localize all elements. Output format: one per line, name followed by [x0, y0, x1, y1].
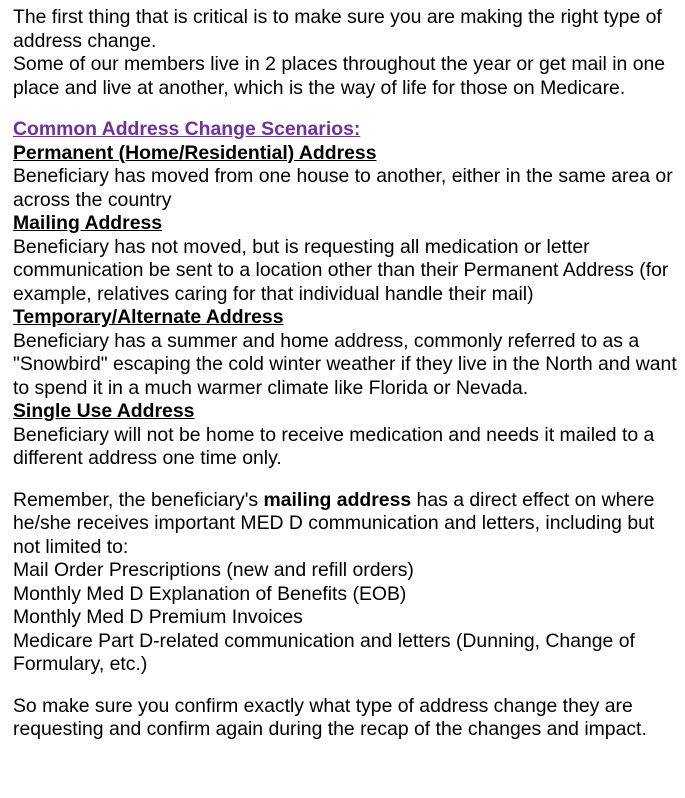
scenario-description-mailing: Beneficiary has not moved, but is requesting all medication or letter communication be sent to a location other than their Permanent Address (for example, relatives caring for that individual handle their mail)	[13, 235, 669, 305]
intro-section	[13, 6, 685, 100]
scenario-heading-temporary: Temporary/Alternate Address	[13, 306, 284, 328]
scenarios-title: Common Address Change Scenarios:	[13, 118, 361, 140]
remember-suffix: has a direct effect on where he/she receives important MED D communication and letters, including but not limited to:	[13, 488, 655, 558]
remember-emphasis: mailing address	[263, 488, 412, 511]
closing-section	[13, 695, 685, 742]
scenario-description-temporary: Beneficiary has a summer and home address, commonly referred to as a "Snowbird" escaping the cold winter weather if they live in the North and want to spend it in a much warmer climate like Florida or Nevada.	[13, 329, 677, 399]
scenarios-section	[13, 118, 685, 471]
scenario-heading-permanent: Permanent (Home/Residential) Address	[13, 141, 377, 164]
list-item: Medicare Part D-related communication and letters (Dunning, Change of Formulary, etc.)	[13, 629, 635, 675]
scenario-heading-mailing: Mailing Address	[13, 212, 163, 234]
remember-section	[13, 489, 685, 677]
list-item: Monthly Med D Explanation of Benefits (EOB)	[13, 582, 407, 605]
intro-line-1: The first thing that is critical is to make sure you are making the right type of address change.	[13, 6, 662, 52]
remember-prefix: Remember, the beneficiary's	[13, 488, 264, 511]
scenario-description-single-use: Beneficiary will not be home to receive medication and needs it mailed to a different address one time only.	[13, 423, 655, 469]
closing-paragraph: So make sure you confirm exactly what type of address change they are requesting and confirm again during the recap of the changes and impact.	[13, 694, 647, 740]
remember-paragraph	[13, 489, 685, 560]
scenario-heading-single-use: Single Use Address	[13, 400, 195, 422]
list-item: Monthly Med D Premium Invoices	[13, 606, 303, 628]
scenario-description-permanent: Beneficiary has moved from one house to another, either in the same area or across the country	[13, 165, 673, 211]
intro-line-2: Some of our members live in 2 places throughout the year or get mail in one place and live at another, which is the way of life for those on Medicare.	[13, 53, 666, 99]
list-item: Mail Order Prescriptions (new and refill orders)	[13, 559, 414, 581]
communication-list	[13, 559, 685, 677]
